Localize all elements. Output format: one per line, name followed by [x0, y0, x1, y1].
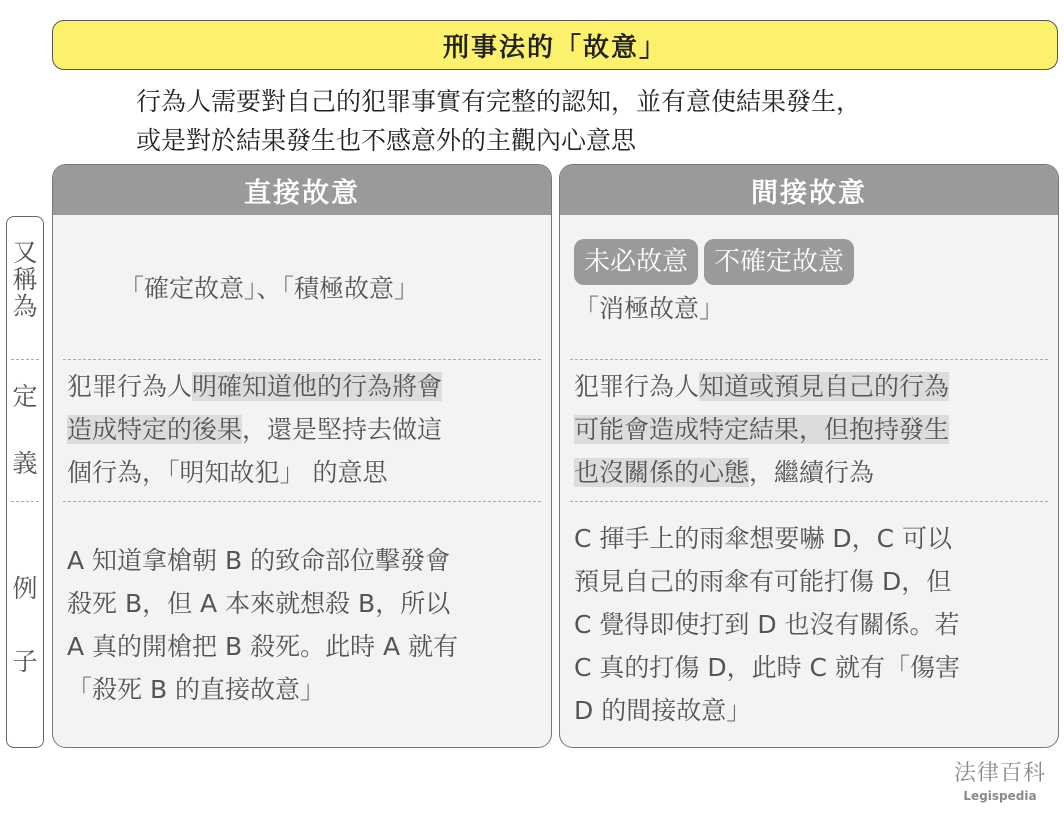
indirect-alias-extra: 「消極故意」 — [574, 294, 725, 323]
indirect-definition-line-1 — [574, 365, 1044, 408]
row-label-definition-char: 義 — [12, 449, 38, 478]
indirect-example-line: 預見自己的雨傘有可能打傷 D，但 — [574, 567, 952, 596]
row-label-alias-char: 又 — [12, 238, 38, 267]
indirect-example-line: D 的間接故意」 — [574, 696, 752, 725]
brand-subtitle: Legispedia — [963, 789, 1037, 803]
row-divider — [63, 501, 541, 502]
row-label-example — [7, 575, 43, 675]
row-label-column — [6, 216, 44, 748]
direct-example-line: A 知道拿槍朝 B 的致命部位擊發會 — [67, 546, 451, 575]
row-label-alias-char: 稱 — [12, 265, 38, 294]
intro-line-1: 行為人需要對自己的犯罪事實有完整的認知，並有意使結果發生， — [136, 87, 862, 116]
indirect-definition-line-3 — [574, 451, 1044, 494]
direct-example-line: 殺死 B，但 A 本來就想殺 B，所以 — [67, 589, 451, 618]
indirect-example-line: C 覺得即使打到 D 也沒有關係。若 — [574, 610, 960, 639]
definition-text: ，還是堅持去做這 — [242, 415, 443, 444]
row-label-divider — [11, 501, 39, 502]
direct-intent-column — [52, 164, 552, 748]
indirect-intent-column — [559, 164, 1059, 748]
row-divider — [570, 501, 1048, 502]
definition-highlight: 造成特定的後果 — [67, 415, 243, 444]
direct-example — [67, 539, 537, 711]
definition-highlight: 也沒關係的心態 — [574, 458, 750, 487]
direct-definition-line-3: 個行為，「明知故犯」 的意思 — [67, 458, 388, 487]
definition-text: 犯罪行為人 — [67, 372, 193, 401]
direct-example-line: 「殺死 B 的直接故意」 — [67, 675, 326, 704]
indirect-alias-pills — [574, 239, 1044, 285]
row-label-definition — [7, 383, 43, 477]
row-label-definition-char: 定 — [12, 382, 38, 411]
direct-definition-line-1 — [67, 365, 537, 408]
direct-example-line: A 真的開槍把 B 殺死。此時 A 就有 — [67, 632, 459, 661]
indirect-example — [574, 517, 1044, 732]
row-label-alias — [7, 239, 43, 329]
alias-pill-indefinite-intent: 不確定故意 — [704, 239, 854, 285]
row-divider — [63, 359, 541, 360]
direct-definition-line-2 — [67, 408, 537, 451]
definition-highlight: 明確知道他的行為將會 — [192, 372, 443, 401]
intro-line-2: 或是對於結果發生也不感意外的主觀內心意思 — [136, 126, 637, 155]
row-label-alias-char: 為 — [12, 292, 38, 321]
brand-logo — [950, 760, 1050, 804]
row-divider — [570, 359, 1048, 360]
indirect-definition-line-2 — [574, 408, 1044, 451]
indirect-example-line: C 真的打傷 D，此時 C 就有「傷害 — [574, 653, 960, 682]
indirect-example-line: C 揮手上的雨傘想要嚇 D，C 可以 — [574, 524, 953, 553]
row-label-example-char: 例 — [12, 574, 38, 603]
indirect-alias — [574, 239, 1044, 330]
definition-highlight: 可能會造成特定結果，但抱持發生 — [574, 415, 950, 444]
direct-alias: 「確定故意」、「積極故意」 — [119, 274, 420, 303]
page-title: 刑事法的「故意」 — [52, 20, 1058, 70]
direct-intent-header: 直接故意 — [53, 165, 551, 215]
alias-pill-uncertain-intent: 未必故意 — [574, 239, 698, 285]
row-label-example-char: 子 — [12, 647, 38, 676]
intro-text — [136, 82, 1036, 160]
indirect-definition — [574, 365, 1044, 494]
row-label-divider — [11, 359, 39, 360]
definition-text: ，繼續行為 — [749, 458, 875, 487]
direct-definition — [67, 365, 537, 494]
definition-text: 犯罪行為人 — [574, 372, 700, 401]
brand-name: 法律百科 — [953, 761, 1046, 786]
definition-highlight: 知道或預見自己的行為 — [699, 372, 950, 401]
indirect-intent-header: 間接故意 — [560, 165, 1058, 215]
